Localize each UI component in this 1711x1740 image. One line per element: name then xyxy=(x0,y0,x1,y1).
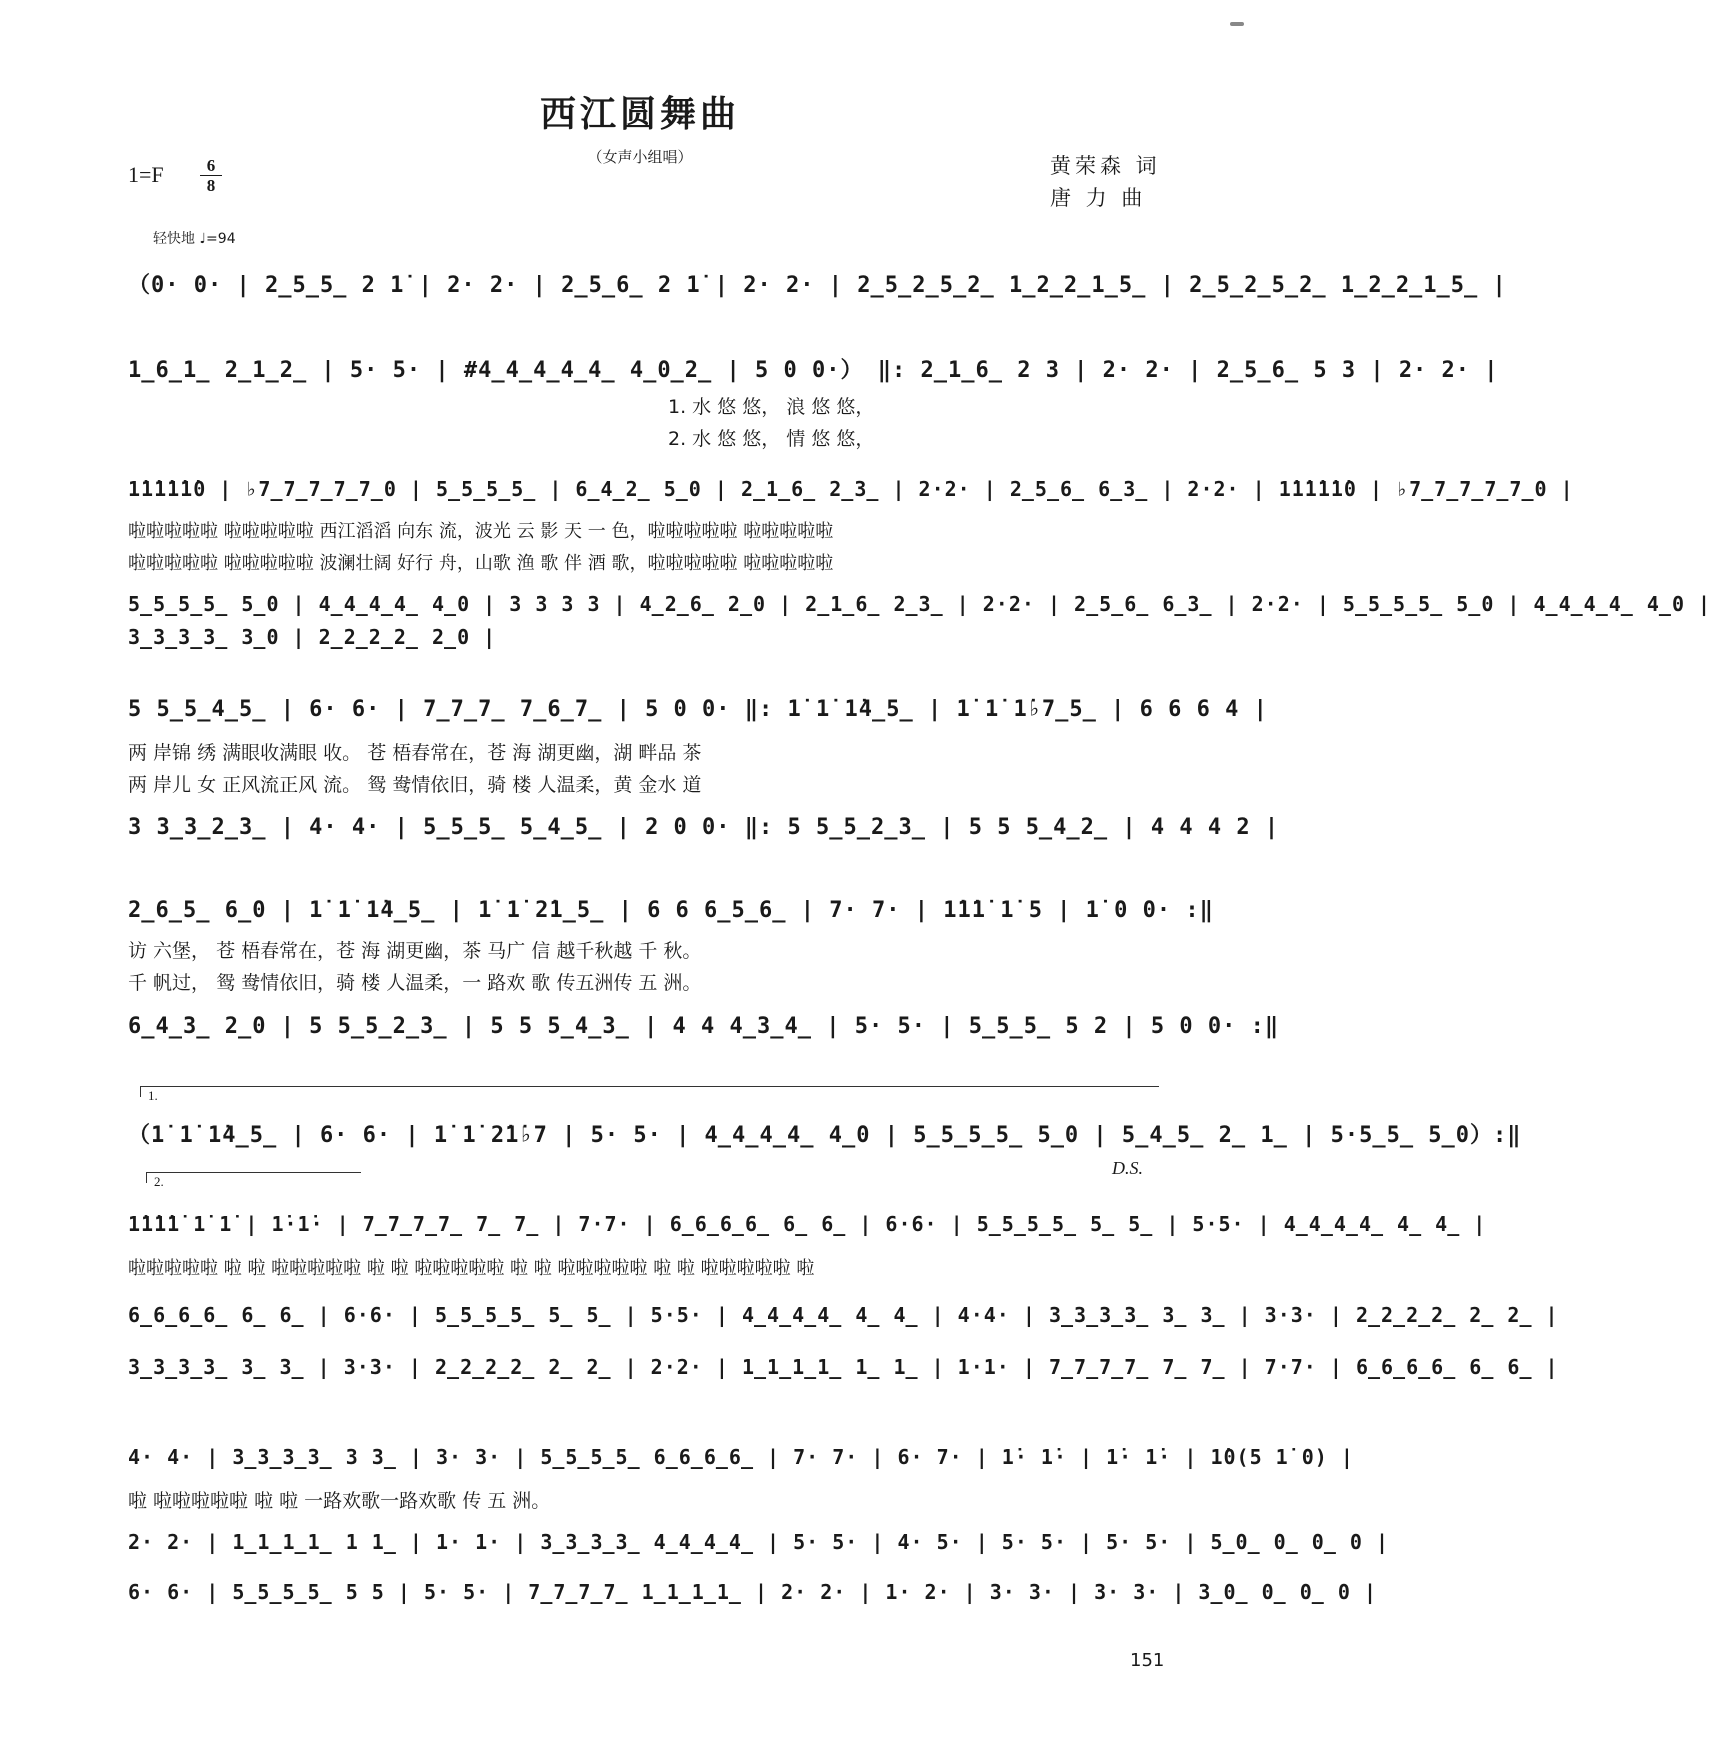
song-subtitle: （女声小组唱） xyxy=(587,148,693,166)
lyricist-credit: 黄荣森 词 xyxy=(1050,154,1161,178)
page-corner-mark xyxy=(1230,22,1244,26)
dal-segno-mark: D.S. xyxy=(1112,1158,1143,1178)
notation-row: 6̲4̲3̲ 2̲0 | 5 5̲5̲2̲3̲ | 5 5 5̲4̲3̲ | 4 4 4̲3̲4̲ | 5· 5· | 5̲5̲5̲ 5 2 | 5 0 0· :‖ xyxy=(128,1014,1280,1039)
tempo-marking: 轻快地 ♩=94 xyxy=(153,231,236,247)
notation-row: 5̲5̲5̲5̲ 5̲0 | 4̲4̲4̲4̲ 4̲0 | 3 3 3 3 | 4̲2̲6̲ 2̲0 | 2̲1̲6̲ 2̲3̲ | 2·2· | 2̲5̲6̲ 6̲3̲ | 2·2· | 5̲5̲5̲5̲ 5̲0 | 4̲4̲4̲4̲ 4̲0 | xyxy=(128,592,1711,616)
notation-row: （1̇ 1̇ 1̇4̲5̲ | 6· 6· | 1̇ 1̇ 2̇1̇♭7 | 5· 5· | 4̲4̲4̲4̲ 4̲0 | 5̲5̲5̲5̲ 5̲0 | 5̲4̲5̲ 2̲ 1̲ | 5·5̲5̲ 5̲0）:‖ xyxy=(128,1123,1522,1148)
composer-credit: 唐 力 曲 xyxy=(1050,186,1147,210)
lyric-row: 两 岸锦 绣 满眼收满眼 收。 苍 梧春常在，苍 海 湖更幽，湖 畔品 茶 xyxy=(128,742,702,764)
notation-row: 2· 2· | 1̲1̲1̲1̲ 1 1̲ | 1· 1· | 3̲3̲3̲3̲ 4̲4̲4̲4̲ | 5· 5· | 4· 5· | 5· 5· | 5· 5· | 5̲0̲ 0̲ 0̲ 0 | xyxy=(128,1530,1390,1554)
key-signature: 1=F xyxy=(128,162,164,187)
lyric-row: 啦啦啦啦啦 啦 啦 啦啦啦啦啦 啦 啦 啦啦啦啦啦 啦 啦 啦啦啦啦啦 啦 啦 啦啦啦啦啦 啦 xyxy=(128,1258,815,1279)
volta-bracket xyxy=(140,1086,1159,1097)
time-signature-bottom: 8 xyxy=(200,175,222,195)
notation-row: 1̲6̲1̲ 2̲1̲2̲ | 5· 5· | #4̲4̲4̲4̲4̲ 4̲0̲2̲ | 5 0 0·） ‖: 2̲1̲6̲ 2 3 | 2· 2· | 2̲5̲6̲ 5 3 | 2· 2· | xyxy=(128,358,1499,383)
notation-row: （0· 0· | 2̲5̲5̲ 2 1̇ | 2· 2· | 2̲5̲6̲ 2 1̇ | 2· 2· | 2̲5̲2̲5̲2̲ 1̲2̲2̲1̲5̲ | 2̲5̲2̲5̲2̲ 1̲2̲2̲1̲5̲ | xyxy=(128,273,1507,298)
notation-row: 2̲6̲5̲ 6̲0 | 1̇ 1̇ 1̇4̲5̲ | 1̇ 1̇ 2̇1̲5̲ | 6 6 6̲5̲6̲ | 7· 7· | 1̇1̇1̇ 1̇ 5 | 1̇ 0 0· :‖ xyxy=(128,898,1214,923)
lyric-row: 啦啦啦啦啦 啦啦啦啦啦 西江滔滔 向东 流，波光 云 影 天 一 色，啦啦啦啦啦 啦啦啦啦啦 xyxy=(128,521,834,542)
notation-row: 3 3̲3̲2̲3̲ | 4· 4· | 5̲5̲5̲ 5̲4̲5̲ | 2 0 0· ‖: 5 5̲5̲2̲3̲ | 5 5 5̲4̲2̲ | 4 4 4 2 | xyxy=(128,815,1280,840)
lyric-row: 访 六堡， 苍 梧春常在，苍 海 湖更幽，茶 马广 信 越千秋越 千 秋。 xyxy=(128,940,702,962)
volta-label: 2. xyxy=(154,1174,164,1189)
volta-bracket xyxy=(146,1172,361,1183)
lyric-row: 两 岸儿 女 正风流正风 流。 鸳 鸯情依旧，骑 楼 人温柔，黄 金水 道 xyxy=(128,774,702,796)
notation-row: 1̇1̇1̇1̇ 1̇ 1̇ | 1̇·1̇· | 7̲7̲7̲7̲ 7̲ 7̲ | 7·7· | 6̲6̲6̲6̲ 6̲ 6̲ | 6·6· | 5̲5̲5̲5̲ 5̲ 5̲ | 5·5· | 4̲4̲4̲4̲ 4̲ 4̲ | xyxy=(128,1212,1487,1236)
lyric-row: 啦 啦啦啦啦啦 啦 啦 一路欢歌一路欢歌 传 五 洲。 xyxy=(128,1490,551,1512)
notation-row: 4· 4· | 3̲3̲3̲3̲ 3 3̲ | 3· 3· | 5̲5̲5̲5̲ 6̲6̲6̲6̲ | 7· 7· | 6· 7· | 1̇· 1̇· | 1̇· 1̇· | 1̇0(5 1̇ 0) | xyxy=(128,1445,1354,1469)
notation-row: 6· 6· | 5̲5̲5̲5̲ 5 5 | 5· 5· | 7̲7̲7̲7̲ 1̲1̲1̲1̲ | 2· 2· | 1· 2· | 3· 3· | 3· 3· | 3̲0̲ 0̲ 0̲ 0 | xyxy=(128,1580,1377,1604)
lyric-row: 啦啦啦啦啦 啦啦啦啦啦 波澜壮阔 好行 舟，山歌 渔 歌 伴 酒 歌，啦啦啦啦啦 啦啦啦啦啦 xyxy=(128,553,834,574)
notation-row: 1̇1̇1̇1̇1̇0 | ♭7̲7̲7̲7̲7̲0 | 5̲5̲5̲5̲ | 6̲4̲2̲ 5̲0 | 2̲1̲6̲ 2̲3̲ | 2·2· | 2̲5̲6̲ 6̲3̲ | 2·2· | 1̇1̇1̇1̇1̇0 | ♭7̲7̲7̲7̲7̲0 | xyxy=(128,477,1574,501)
notation-row: 5 5̲5̲4̲5̲ | 6· 6· | 7̲7̲7̲ 7̲6̲7̲ | 5 0 0· ‖: 1̇ 1̇ 1̇4̲5̲ | 1̇ 1̇ 1̇♭7̲5̲ | 6 6 6 4 | xyxy=(128,697,1268,722)
volta-label: 1. xyxy=(148,1088,158,1103)
lyric-row: 2. 水 悠 悠， 情 悠 悠， xyxy=(668,428,875,450)
song-title: 西江圆舞曲 xyxy=(539,94,740,135)
time-signature xyxy=(200,156,222,195)
notation-row: 6̲6̲6̲6̲ 6̲ 6̲ | 6·6· | 5̲5̲5̲5̲ 5̲ 5̲ | 5·5· | 4̲4̲4̲4̲ 4̲ 4̲ | 4·4· | 3̲3̲3̲3̲ 3̲ 3̲ | 3·3· | 2̲2̲2̲2̲ 2̲ 2̲ | xyxy=(128,1303,1559,1327)
lyric-row: 1. 水 悠 悠， 浪 悠 悠， xyxy=(668,396,875,418)
page-number: 151 xyxy=(1130,1650,1165,1671)
notation-row: 3̲3̲3̲3̲ 3̲ 3̲ | 3·3· | 2̲2̲2̲2̲ 2̲ 2̲ | 2·2· | 1̲1̲1̲1̲ 1̲ 1̲ | 1·1· | 7̲7̲7̲7̲ 7̲ 7̲ | 7·7· | 6̲6̲6̲6̲ 6̲ 6̲ | xyxy=(128,1355,1559,1379)
notation-row: 3̲3̲3̲3̲ 3̲0 | 2̲2̲2̲2̲ 2̲0 | xyxy=(128,625,497,649)
lyric-row: 千 帆过， 鸳 鸯情依旧，骑 楼 人温柔，一 路欢 歌 传五洲传 五 洲。 xyxy=(128,972,702,994)
time-signature-top: 6 xyxy=(206,156,216,175)
